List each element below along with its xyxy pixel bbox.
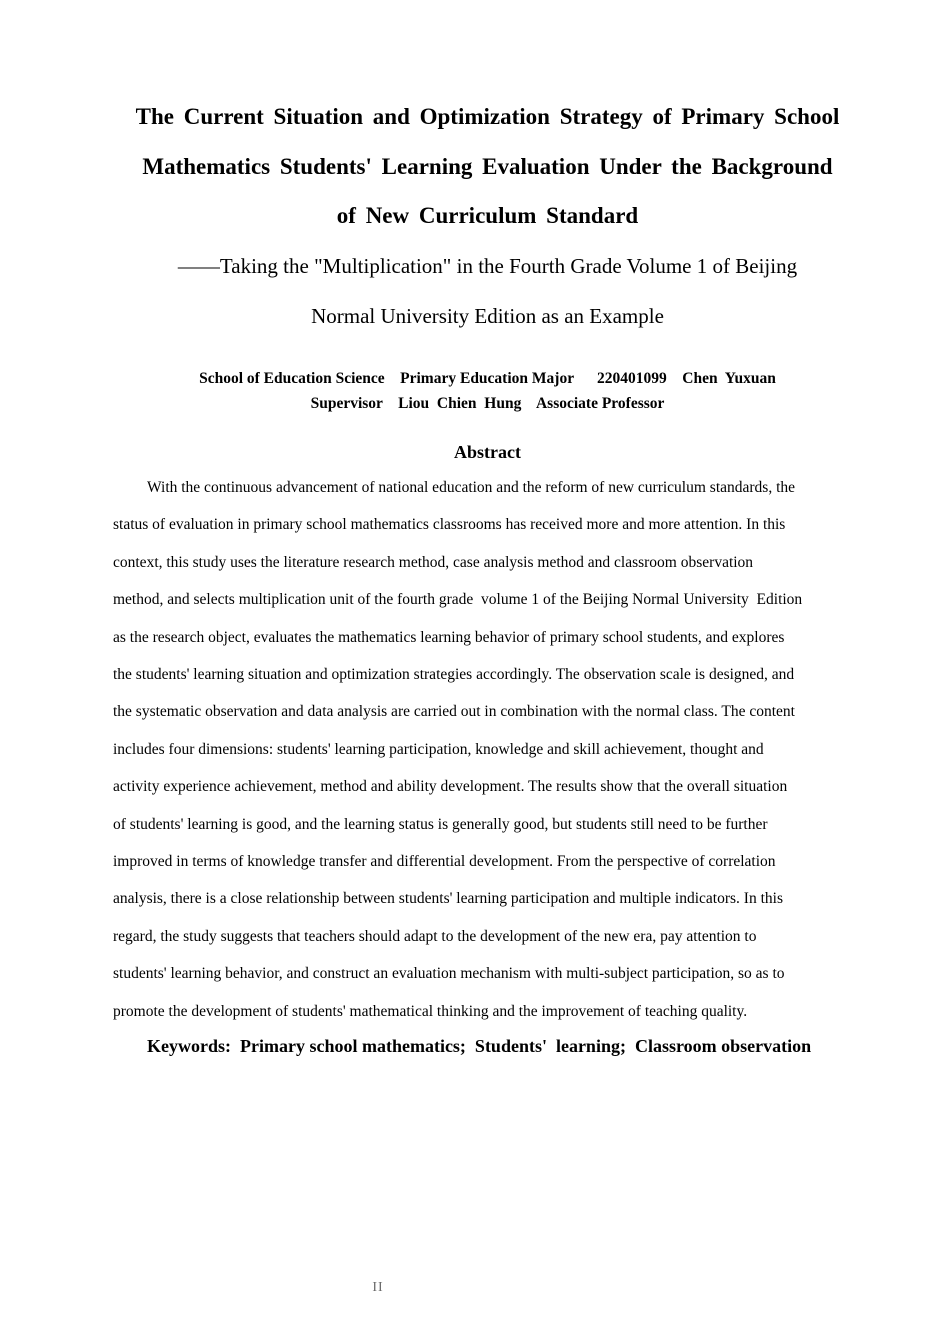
abstract-line: includes four dimensions: students' learning participation, knowledge and skill achievement, thought and <box>113 740 764 758</box>
supervisor-line: Supervisor Liou Chien Hung Associate Professor <box>310 395 665 412</box>
abstract-line: improved in terms of knowledge transfer and differential development. From the perspective of correlation <box>113 853 776 871</box>
page-number: II <box>372 1280 384 1295</box>
paper-title-line: of New Curriculum Standard <box>336 203 639 228</box>
keywords: Keywords: Primary school mathematics; Students' learning; Classroom observation <box>147 1036 812 1056</box>
paper-title-line: The Current Situation and Optimization Strategy of Primary School <box>135 104 840 129</box>
abstract-body <box>113 469 873 1030</box>
abstract-line: With the continuous advancement of national education and the reform of new curriculum standards, the <box>147 479 796 496</box>
abstract-line: method, and selects multiplication unit of the fourth grade volume 1 of the Beijing Normal University Edition <box>113 591 803 609</box>
abstract-line: the systematic observation and data analysis are carried out in combination with the normal class. The content <box>113 703 795 721</box>
abstract-line: of students' learning is good, and the learning status is generally good, but students still need to be further <box>113 815 768 833</box>
paper-title-line: Mathematics Students' Learning Evaluation Under the Background <box>142 153 833 179</box>
abstract-line: activity experience achievement, method and ability development. The results show that the overall situation <box>113 778 788 796</box>
paper-subtitle-line: Normal University Edition as an Example <box>311 304 664 328</box>
abstract-line: the students' learning situation and optimization strategies accordingly. The observation scale is designed, and <box>113 666 795 684</box>
paper-title <box>110 92 865 241</box>
abstract-line: context, this study uses the literature research method, case analysis method and classroom observation <box>113 553 754 571</box>
abstract-heading: Abstract <box>454 442 521 462</box>
author-info <box>110 366 865 416</box>
abstract-line: students' learning behavior, and construct an evaluation mechanism with multi-subject participation, so as to <box>113 965 785 983</box>
abstract-line: promote the development of students' mathematical thinking and the improvement of teaching quality. <box>113 1002 748 1020</box>
paper-subtitle <box>110 241 865 341</box>
abstract-line: status of evaluation in primary school mathematics classrooms has received more and more attention. In this <box>113 516 786 534</box>
abstract-line: regard, the study suggests that teachers should adapt to the development of the new era, pay attention to <box>113 927 757 945</box>
abstract-line: as the research object, evaluates the mathematics learning behavior of primary school students, and explores <box>113 628 785 646</box>
abstract-line: analysis, there is a close relationship between students' learning participation and multiple indicators. In this <box>113 890 783 908</box>
author-line: School of Education Science Primary Education Major 220401099 Chen Yuxuan <box>199 370 776 387</box>
paper-subtitle-line: ——Taking the "Multiplication" in the Fourth Grade Volume 1 of Beijing <box>177 254 798 278</box>
